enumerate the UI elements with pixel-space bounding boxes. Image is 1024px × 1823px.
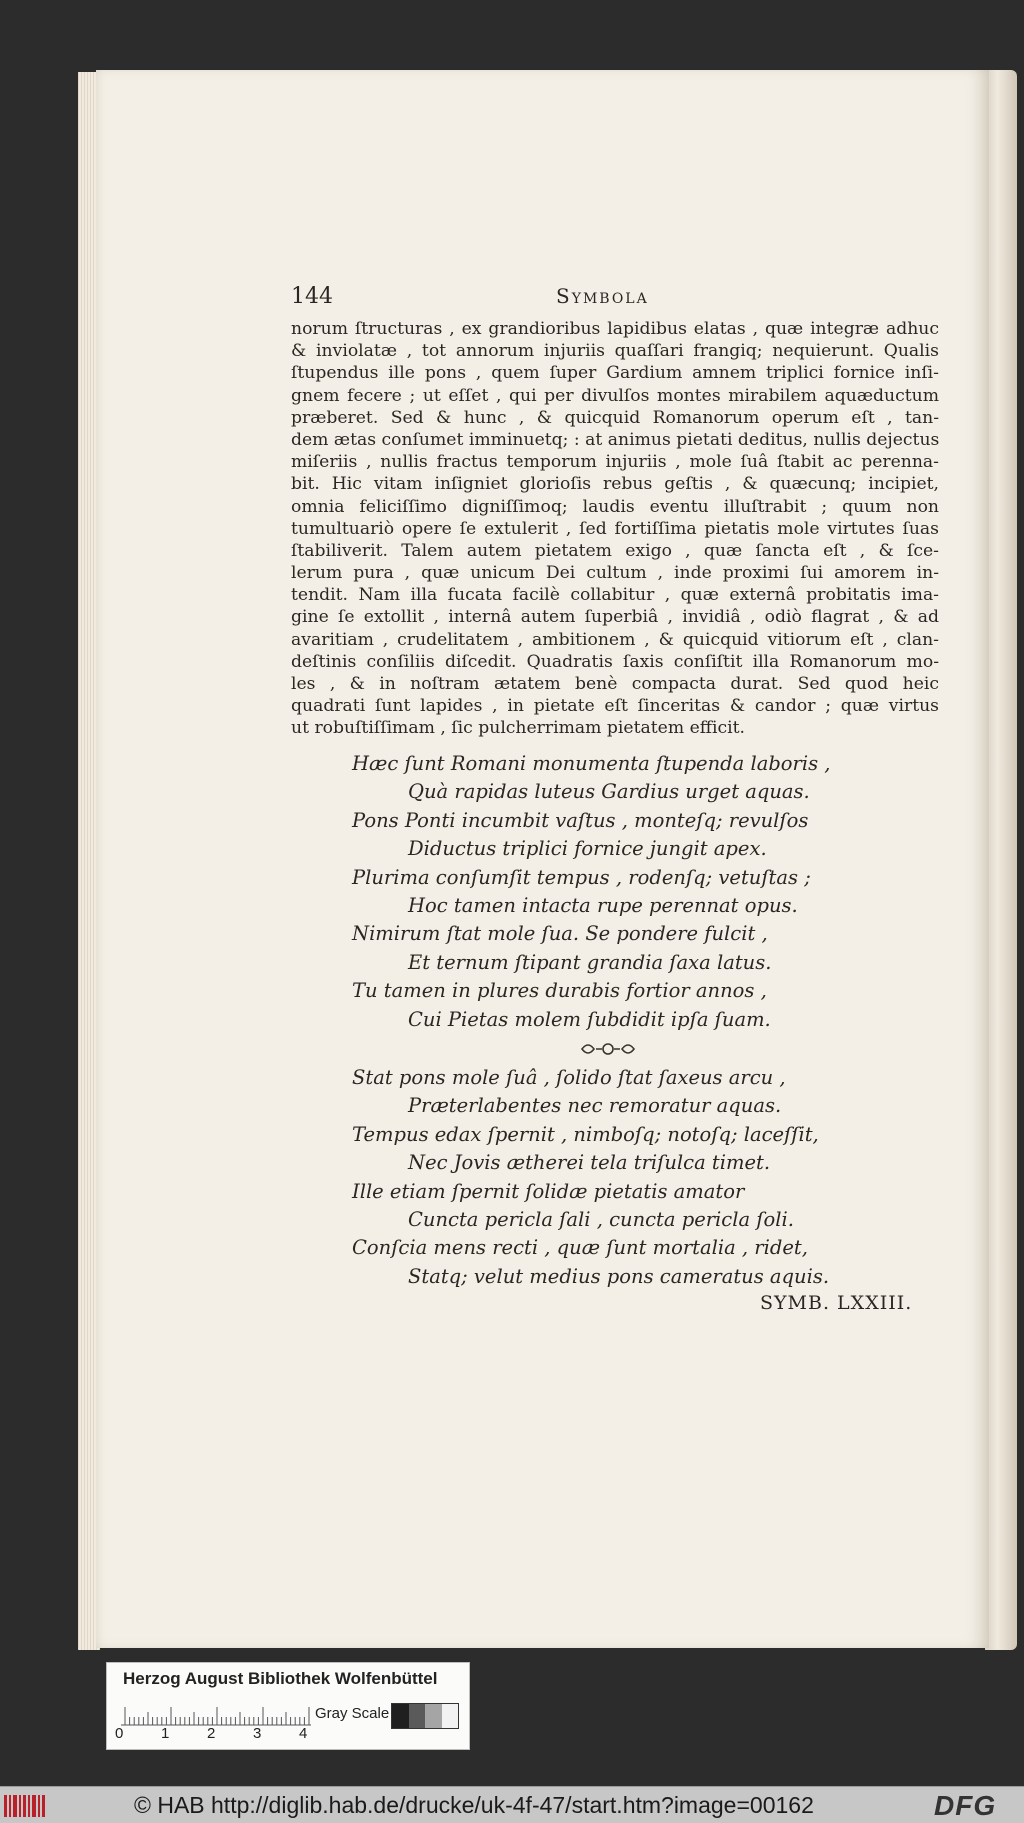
prose-line: gine ſe extollit , internâ autem ſuperbiâ , invidiâ , odiò flagrat , & ad bbox=[291, 607, 939, 628]
card-title: Herzog August Bibliothek Wolfenbüttel bbox=[123, 1669, 438, 1688]
prose-line: gnem fecere ; ut eſſet , qui per divulſos montes mirabilem aquæductum bbox=[291, 385, 939, 406]
verse-line: Præterlabentes nec remoratur aquas. bbox=[408, 1094, 782, 1118]
verse-line: Conſcia mens recti , quæ ſunt mortalia , ridet, bbox=[352, 1236, 808, 1260]
ruler-digit: 2 bbox=[207, 1725, 216, 1742]
book-right-edge bbox=[985, 70, 1017, 1650]
gray-swatch bbox=[409, 1704, 426, 1728]
prose-line: lerum pura , quæ unicum Dei cultum , inde proximi ſui amorem in- bbox=[291, 563, 939, 584]
verse-line: Quà rapidas luteus Gardius urget aquas. bbox=[408, 780, 810, 804]
prose-line: ſtupendus ille pons , quem ſuper Gardium amnem triplici fornice inſi- bbox=[291, 363, 939, 384]
color-calibration-card bbox=[106, 1662, 470, 1750]
verse-line: Statq; velut medius pons cameratus aquis. bbox=[408, 1264, 830, 1288]
verse-line: Hæc ſunt Romani monumenta ſtupenda laboris , bbox=[352, 752, 831, 775]
prose-text bbox=[291, 318, 939, 740]
ruler-digit: 1 bbox=[161, 1725, 170, 1742]
gray-scale-swatches bbox=[391, 1703, 459, 1729]
verse-line: Et ternum ſtipant grandia ſaxa latus. bbox=[408, 950, 772, 974]
prose-line: tumultuariò opere ſe extulerit , ſed fortiſſima pietatis mole virtutes ſuas bbox=[291, 518, 939, 539]
prose-line: ut robuſtiſſimam , ſic pulcherrimam pietatem efficit. bbox=[291, 718, 745, 739]
running-title: Symbola bbox=[556, 284, 649, 308]
verse-line: Hoc tamen intacta rupe perennat opus. bbox=[408, 893, 798, 917]
gray-swatch bbox=[425, 1704, 442, 1728]
page-number: 144 bbox=[291, 284, 333, 309]
ruler-icon bbox=[121, 1701, 311, 1727]
prose-line: ſtabiliverit. Talem autem pietatem exigo , quæ ſancta eſt , & ſce- bbox=[291, 540, 939, 561]
poem-first bbox=[352, 750, 942, 1034]
prose-line: præberet. Sed & hunc , & quicquid Romanorum operum eſt , tan- bbox=[291, 407, 939, 428]
prose-line: & inviolatæ , tot annorum injuriis quaſſari frangiq; nequierunt. Qualis bbox=[291, 341, 939, 362]
verse-line: Tu tamen in plures durabis fortior annos , bbox=[352, 979, 767, 1003]
verse-line: Pons Ponti incumbit vaſtus , monteſq; revulſos bbox=[352, 808, 809, 832]
copyright-url[interactable]: © HAB http://diglib.hab.de/drucke/uk-4f-47/start.htm?image=00162 bbox=[134, 1792, 814, 1818]
prose-line: les , & in noſtram ætatem benè compacta durat. Sed quod heic bbox=[291, 674, 939, 694]
verse-line: Tempus edax ſpernit , nimboſq; notoſq; laceſſit, bbox=[352, 1122, 819, 1146]
prose-line: tendit. Nam illa fucata facilè collabitur , quæ externâ probitatis ima- bbox=[291, 585, 939, 606]
prose-line: norum ſtructuras , ex grandioribus lapidibus elatas , quæ integræ adhuc bbox=[291, 319, 939, 339]
catchword: SYMB. LXXIII. bbox=[760, 1292, 913, 1314]
verse-line: Cuncta pericla ſali , cuncta pericla ſoli. bbox=[408, 1207, 794, 1231]
ornament-icon bbox=[578, 1038, 638, 1060]
gray-swatch bbox=[442, 1704, 459, 1728]
verse-line: Nimirum ſtat mole ſua. Se pondere fulcit , bbox=[352, 922, 768, 946]
poem-second bbox=[352, 1064, 942, 1291]
prose-line: avaritiam , crudelitatem , ambitionem , & quicquid vitiorum eſt , clan- bbox=[291, 629, 939, 650]
gray-scale-label: Gray Scale bbox=[315, 1705, 390, 1722]
verse-line: Stat pons mole ſuâ , ſolido ſtat ſaxeus arcu , bbox=[352, 1066, 786, 1089]
gray-swatch bbox=[392, 1704, 409, 1728]
ruler-digit: 0 bbox=[115, 1725, 124, 1742]
ruler-digit: 3 bbox=[253, 1725, 262, 1742]
prose-line: miſeriis , nullis fractus temporum injuriis , mole ſuâ ſtabit ac perenna- bbox=[291, 452, 939, 473]
ruler-digit: 4 bbox=[299, 1725, 308, 1742]
prose-line: bit. Hic vitam inſigniet glorioſis rebus geſtis , & quæcunq; incipiet, bbox=[291, 474, 939, 495]
prose-line: dem ætas conſumet imminuetq; : at animus pietati deditus, nullis dejectus bbox=[291, 429, 939, 450]
prose-line: quadrati ſunt lapides , in pietate eſt ſinceritas & candor ; quæ virtus bbox=[291, 696, 939, 717]
page-header bbox=[291, 284, 941, 314]
prose-line: deſtinis conſiliis diſcedit. Quadratis ſaxis conſiſtit illa Romanorum mo- bbox=[291, 651, 939, 672]
prose-line: omnia feliciſſimo digniſſimoq; laudis eventu illuſtrabit ; quum non bbox=[291, 496, 939, 517]
verse-line: Ille etiam ſpernit ſolidæ pietatis amator bbox=[352, 1179, 745, 1203]
footer-bar bbox=[0, 1786, 1024, 1823]
verse-line: Diductus triplici fornice jungit apex. bbox=[408, 837, 767, 861]
verse-line: Cui Pietas molem ſubdidit ipſa ſuam. bbox=[408, 1007, 771, 1031]
barcode-icon bbox=[4, 1793, 48, 1819]
dfg-logo: DFG bbox=[934, 1790, 997, 1821]
verse-line: Plurima conſumſit tempus , rodenſq; vetuſtas ; bbox=[352, 865, 811, 889]
ruler-digits bbox=[115, 1725, 315, 1745]
verse-line: Nec Jovis ætherei tela triſulca timet. bbox=[408, 1151, 771, 1175]
